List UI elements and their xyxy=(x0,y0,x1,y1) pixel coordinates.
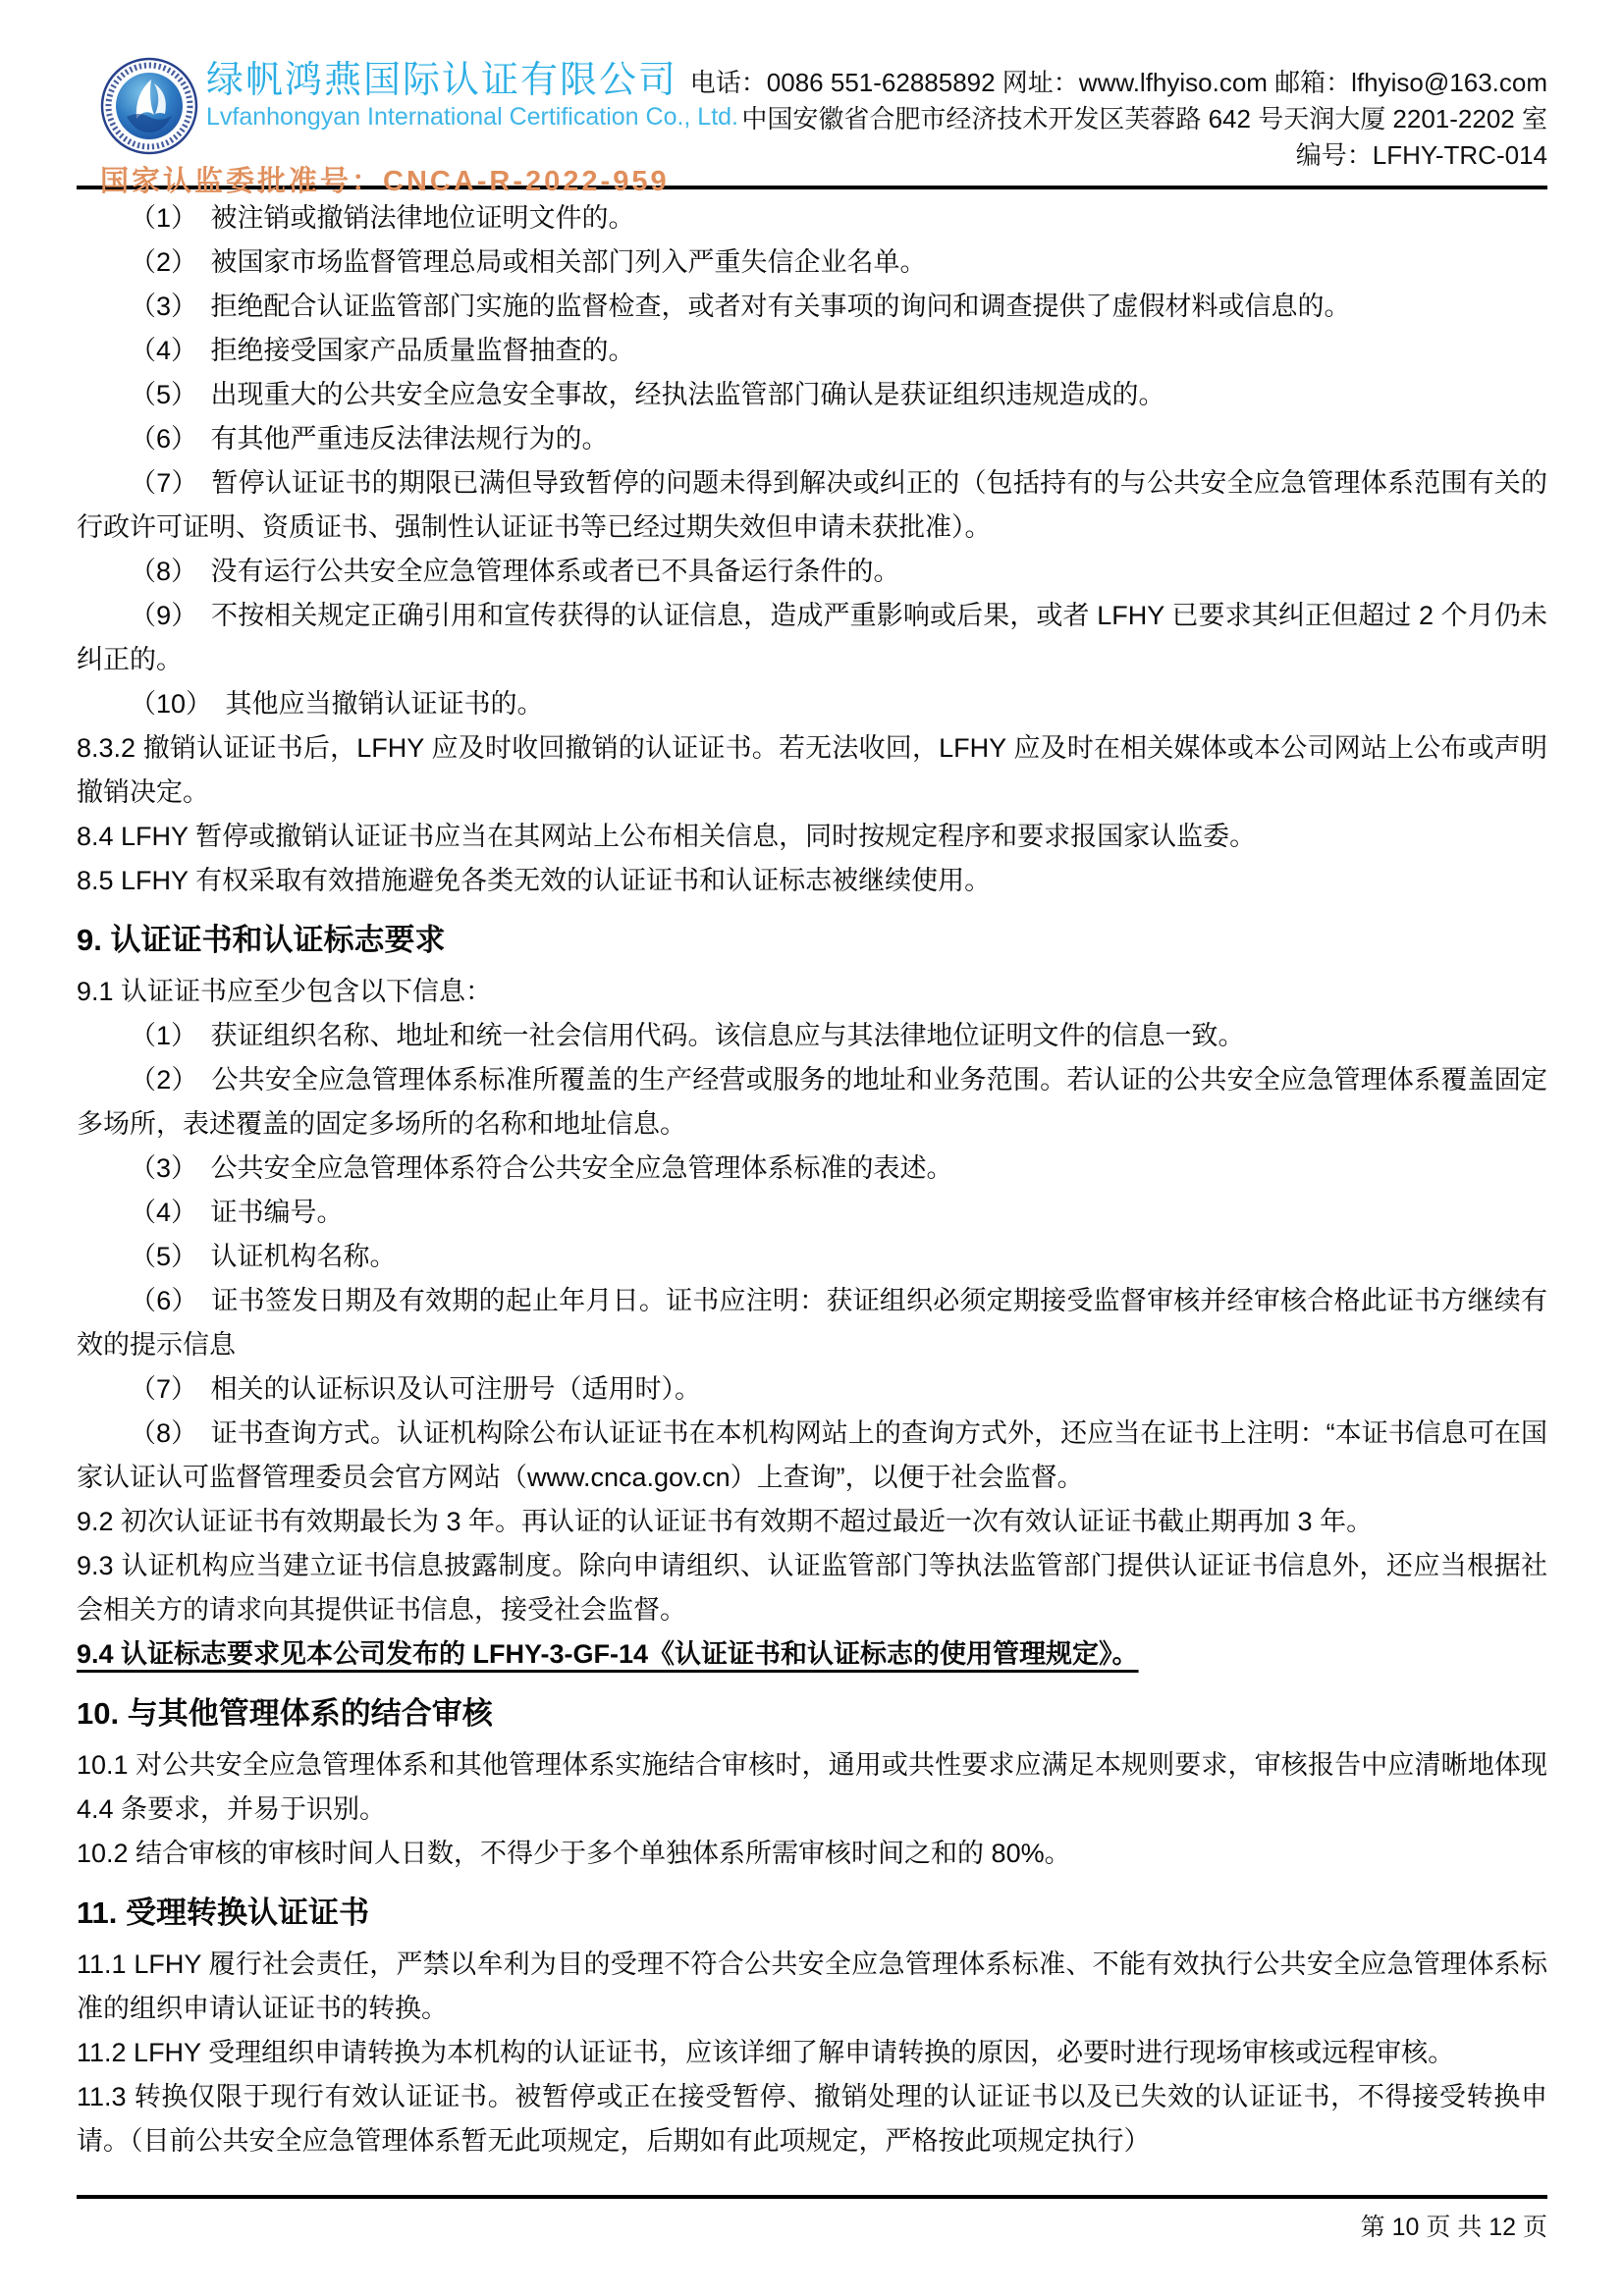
company-name-english: Lvfanhongyan International Certification Co., Ltd. xyxy=(206,103,739,131)
section-heading: 10. 与其他管理体系的结合审核 xyxy=(77,1696,493,1731)
approval-number: 国家认监委批准号：CNCA-R-2022-959 xyxy=(100,166,670,197)
header-brand-block xyxy=(100,57,738,199)
company-name: 绿帆鸿燕国际认证有限公司 xyxy=(206,60,678,101)
section-heading: 11. 受理转换认证证书 xyxy=(77,1896,369,1930)
paragraph: 9.3 认证机构应当建立证书信息披露制度。除向申请组织、认证监管部门等执法监管部门提供认证证书信息外，还应当根据社会相关方的请求向其提供证书信息，接受社会监督。 xyxy=(77,1551,1547,1625)
header-contact-block xyxy=(690,65,1547,174)
page-number: 第 10 页 共 12 页 xyxy=(1360,2214,1547,2241)
paragraph: 9.2 初次认证证书有效期最长为 3 年。再认证的认证证书有效期不超过最近一次有效认证证书截止期再加 3 年。 xyxy=(77,1507,1374,1536)
contact-phone-line: 电话：0086 551-62885892 网址：www.lfhyiso.com 邮箱：lfhyiso@163.com xyxy=(689,68,1547,97)
paragraph: （8） 没有运行公共安全应急管理体系或者已不具备运行条件的。 xyxy=(130,557,900,586)
paragraph: 10.1 对公共安全应急管理体系和其他管理体系实施结合审核时，通用或共性要求应满足本规则要求，审核报告中应清晰地体现 4.4 条要求，并易于识别。 xyxy=(77,1750,1547,1824)
paragraph: 9.4 认证标志要求见本公司发布的 LFHY-3-GF-14《认证证书和认证标志的使用管理规定》。 xyxy=(77,1639,1139,1669)
document-header xyxy=(77,0,1547,197)
paragraph: （10） 其他应当撤销认证证书的。 xyxy=(130,689,544,719)
paragraph: （8） 证书查询方式。认证机构除公布认证证书在本机构网站上的查询方式外，还应当在证书上注明：“本证书信息可在国家认证认可监督管理委员会官方网站（www.cnca.gov.cn）上查询”，以便于社会监督。 xyxy=(77,1418,1547,1492)
document-body xyxy=(77,196,1547,2195)
paragraph: 11.2 LFHY 受理组织申请转换为本机构的认证证书，应该详细了解申请转换的原因，必要时进行现场审核或远程审核。 xyxy=(77,2038,1455,2067)
paragraph: 11.1 LFHY 履行社会责任，严禁以牟利为目的受理不符合公共安全应急管理体系标准、不能有效执行公共安全应急管理体系标准的组织申请认证证书的转换。 xyxy=(77,1949,1547,2023)
paragraph: （5） 出现重大的公共安全应急安全事故，经执法监管部门确认是获证组织违规造成的。 xyxy=(130,380,1165,409)
paragraph: （2） 被国家市场监督管理总局或相关部门列入严重失信企业名单。 xyxy=(130,247,927,277)
paragraph: （1） 获证组织名称、地址和统一社会信用代码。该信息应与其法律地位证明文件的信息一致。 xyxy=(130,1021,1245,1050)
paragraph: （3） 公共安全应急管理体系符合公共安全应急管理体系标准的表述。 xyxy=(130,1153,953,1183)
paragraph: （6） 有其他严重违反法律法规行为的。 xyxy=(130,424,609,454)
paragraph: （9） 不按相关规定正确引用和宣传获得的认证信息，造成严重影响或后果，或者 LFHY 已要求其纠正但超过 2 个月仍未纠正的。 xyxy=(77,601,1547,674)
company-logo-icon xyxy=(100,57,198,155)
paragraph: （3） 拒绝配合认证监管部门实施的监督检查，或者对有关事项的询问和调查提供了虚假材料或信息的。 xyxy=(130,292,1351,321)
paragraph: （7） 暂停认证证书的期限已满但导致暂停的问题未得到解决或纠正的（包括持有的与公共安全应急管理体系范围有关的行政许可证明、资质证书、强制性认证证书等已经过期失效但申请未获批准）。 xyxy=(77,468,1547,542)
paragraph: （4） 拒绝接受国家产品质量监督抽查的。 xyxy=(130,336,635,365)
paragraph: 8.5 LFHY 有权采取有效措施避免各类无效的认证证书和认证标志被继续使用。 xyxy=(77,866,992,895)
document-footer xyxy=(77,2195,1547,2243)
contact-address-line: 中国安徽省合肥市经济技术开发区芙蓉路 642 号天润大厦 2201-2202 室 xyxy=(741,104,1547,133)
paragraph: （6） 证书签发日期及有效期的起止年月日。证书应注明：获证组织必须定期接受监督审核并经审核合格此证书方继续有效的提示信息 xyxy=(77,1286,1547,1360)
paragraph: 8.3.2 撤销认证证书后，LFHY 应及时收回撤销的认证证书。若无法收回，LFHY 应及时在相关媒体或本公司网站上公布或声明撤销决定。 xyxy=(77,733,1547,807)
paragraph: （2） 公共安全应急管理体系标准所覆盖的生产经营或服务的地址和业务范围。若认证的公共安全应急管理体系覆盖固定多场所，表述覆盖的固定多场所的名称和地址信息。 xyxy=(77,1065,1547,1139)
paragraph: 9.1 认证证书应至少包含以下信息： xyxy=(77,977,493,1006)
paragraph: 8.4 LFHY 暂停或撤销认证证书应当在其网站上公布相关信息，同时按规定程序和要求报国家认监委。 xyxy=(77,822,1257,851)
paragraph: （4） 证书编号。 xyxy=(130,1198,344,1227)
paragraph: （5） 认证机构名称。 xyxy=(130,1242,397,1271)
paragraph: 10.2 结合审核的审核时间人日数，不得少于多个单独体系所需审核时间之和的 80%。 xyxy=(77,1839,1071,1868)
paragraph: （7） 相关的认证标识及认可注册号（适用时）。 xyxy=(130,1374,702,1404)
document-number: 编号：LFHY-TRC-014 xyxy=(1295,140,1547,170)
section-heading: 9. 认证证书和认证标志要求 xyxy=(77,923,446,957)
paragraph: （1） 被注销或撤销法律地位证明文件的。 xyxy=(130,203,635,233)
paragraph: 11.3 转换仅限于现行有效认证证书。被暂停或正在接受暂停、撤销处理的认证证书以及已失效的认证证书，不得接受转换申请。（目前公共安全应急管理体系暂无此项规定，后期如有此项规定，严格按此项规定执行） xyxy=(77,2082,1547,2156)
